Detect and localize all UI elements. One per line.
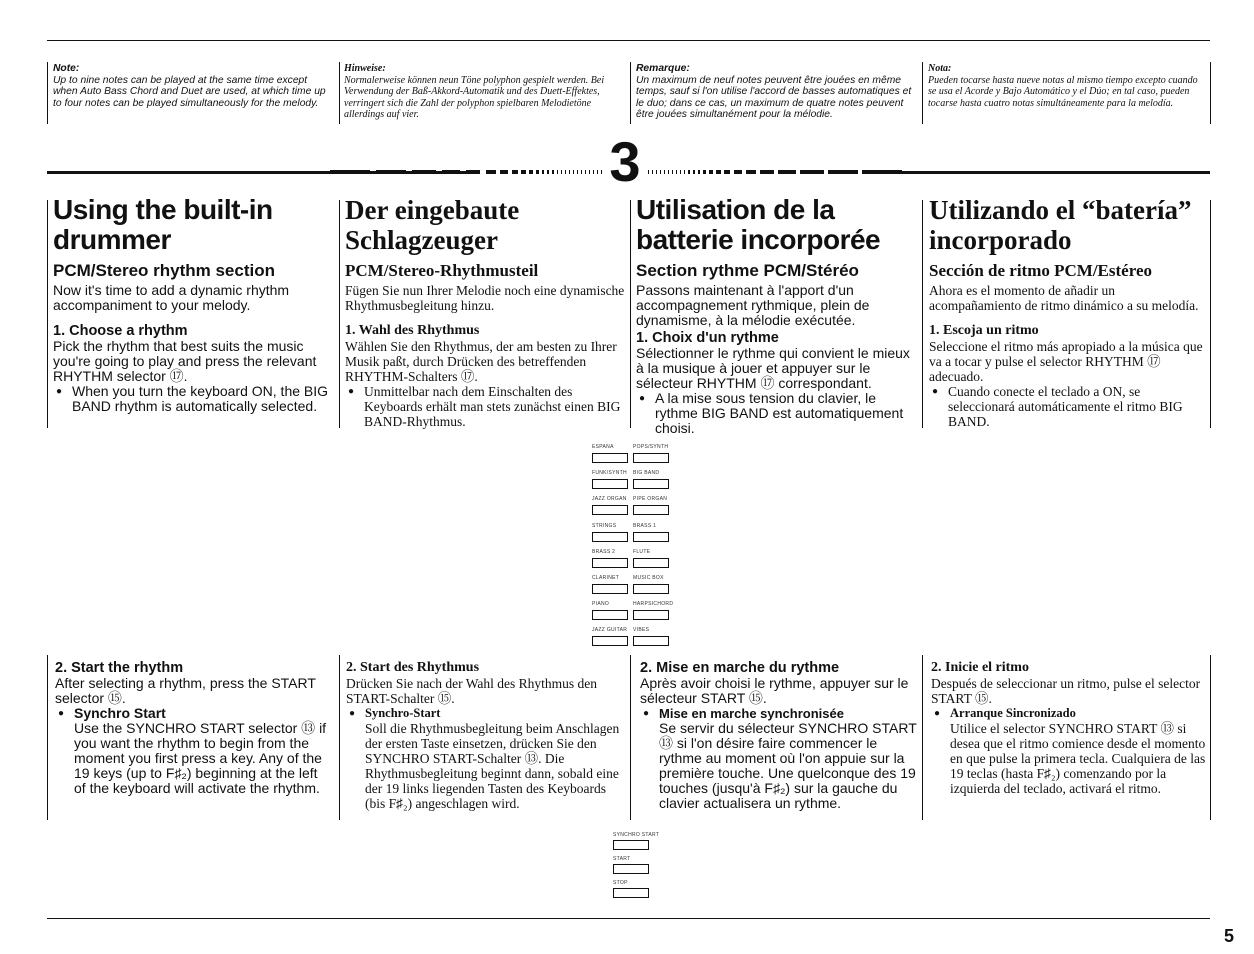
control-label: START: [613, 856, 631, 862]
step1-text: Wählen Sie den Rhythmus, der am besten zu Ihrer Musik paßt, durch Drücken des betreffenden RHYTHM-Schalters ⑰.: [345, 339, 617, 384]
top-rule: [47, 40, 1210, 41]
rhythm-selector-button[interactable]: [592, 636, 628, 646]
section-subtitle: Sección de ritmo PCM/Estéreo: [929, 261, 1152, 280]
note-title: Hinweise:: [344, 63, 386, 74]
rhythm-selector-button[interactable]: [633, 505, 669, 515]
note-en: [53, 63, 331, 109]
section-title: Der eingebaute Schlagzeuger: [345, 195, 520, 255]
section-intro: Passons maintenant à l'apport d'un accompagnement rythmique, plein de dynamisme, à la mélodie exécutée.: [636, 282, 870, 328]
column-bar: [339, 655, 340, 820]
step2-text: Après avoir choisi le rythme, appuyer sur le sélecteur START ⑮.: [640, 675, 909, 706]
rhythm-selector-button[interactable]: [592, 558, 628, 568]
column-bar: [922, 200, 923, 428]
rhythm-label: BRASS 1: [633, 522, 657, 529]
section-es: [929, 195, 1207, 429]
step1-text: Pick the rhythm that best suits the music you're going to play and press the relevant RHYTHM selector ⑰.: [53, 338, 317, 384]
section-intro: Now it's time to add a dynamic rhythm accompaniment to your melody.: [53, 282, 290, 313]
rhythm-label: VIBES: [633, 627, 650, 634]
rhythm-selector-button[interactable]: [592, 453, 628, 463]
rhythm-selector-button[interactable]: [592, 584, 628, 594]
step2-fr: [640, 660, 918, 811]
control-button[interactable]: [613, 840, 649, 850]
step2-text: Después de seleccionar un ritmo, pulse el selector START ⑮.: [931, 676, 1201, 706]
step2-de: [346, 660, 626, 811]
rhythm-label: PIPE ORGAN: [633, 496, 668, 503]
note-de: [344, 63, 622, 121]
step2-sub-text: Se servir du sélecteur SYNCHRO START ⑬ si l'on désire faire commencer le rythme au moment où l'on appuie sur la première touche. Une quelconque des 19 touches (jusqu'à F♯₂) sur la gauche du clavier actualisera un rythme.: [659, 720, 917, 811]
rhythm-label: STRINGS: [592, 522, 617, 529]
chapter-dashes-right: [648, 166, 928, 174]
rhythm-selector-button[interactable]: [592, 505, 628, 515]
step1-bullet: ● A la mise sous tension du clavier, le rythme BIG BAND est automatiquement choisi.: [636, 391, 918, 436]
section-subtitle: Section rythme PCM/Stéréo: [636, 261, 859, 280]
note-title: Remarque:: [636, 63, 690, 74]
note-text: Pueden tocarse hasta nueve notas al mismo tiempo excepto cuando se usa el Acorde y Bajo Automático y el Dúo; en tal caso, pueden tocarse hasta cuatro notas simultáneamente para la melodía.: [928, 74, 1198, 109]
chapter-number: 3: [609, 130, 641, 193]
rhythm-selector-button[interactable]: [633, 479, 669, 489]
note-bar: [47, 62, 48, 124]
step2-sub-text: Use the SYNCHRO START selector ⑬ if you want the rhythm to begin from the moment you first press a key. Any of the 19 keys (up to F♯₂) beginning at the left of the keyboard will activate the rhythm.: [74, 720, 327, 796]
step1-bullet: ● When you turn the keyboard ON, the BIG BAND rhythm is automatically selected.: [53, 384, 333, 414]
rhythm-selector-button[interactable]: [633, 636, 669, 646]
step2-title: 2. Inicie el ritmo: [931, 660, 1029, 675]
note-bar: [339, 62, 340, 124]
step1-text: Seleccione el ritmo más apropiado a la música que va a tocar y pulse el selector RHYTHM ⑰ adecuado.: [929, 339, 1203, 384]
page-number: 5: [1224, 926, 1235, 946]
section-intro: Ahora es el momento de añadir un acompañamiento de ritmo dinámico a su melodía.: [929, 283, 1199, 313]
step2-title: 2. Mise en marche du rythme: [640, 660, 840, 676]
note-text: Up to nine notes can be played at the same time except when Auto Bass Chord and Duet are used, at which time up to four notes can be played simultaneously for the melody.: [53, 74, 326, 109]
step1-title: 1. Escoja un ritmo: [929, 323, 1039, 338]
step2-sub: ● Synchro-Start: [346, 706, 626, 721]
step2-sub-text: Utilice el selector SYNCHRO START ⑬ si desea que el ritmo comience desde el momento en que pulse la primera tecla. Cualquiera de las 19 teclas (hasta F♯₂) comenzando por la izquierda del teclado, activará el ritmo.: [950, 721, 1206, 796]
rhythm-selector-button[interactable]: [633, 584, 669, 594]
control-button[interactable]: [613, 864, 649, 874]
column-bar: [1210, 200, 1211, 428]
rhythm-label: HARPSICHORD: [633, 601, 674, 608]
column-bar: [1210, 655, 1211, 820]
column-bar: [922, 655, 923, 820]
note-bar: [922, 62, 923, 124]
section-subtitle: PCM/Stereo rhythm section: [53, 261, 275, 280]
note-title: Nota:: [928, 63, 952, 74]
rhythm-label: JAZZ ORGAN: [592, 496, 627, 503]
step1-bullet: ● Unmittelbar nach dem Einschalten des Keyboards erhält man stets zunächst einen BIG BAND-Rhythmus.: [345, 384, 625, 429]
note-title: Note:: [53, 63, 80, 74]
step2-sub: ● Mise en marche synchronisée: [640, 706, 918, 721]
step2-sub-text: Soll die Rhythmusbegleitung beim Anschlagen der ersten Taste einsetzen, drücken Sie den SYNCHRO START-Schalter ⑬. Die Rhythmusbegleitung beginnt dann, sobald eine der 19 links liegenden Tasten des Keyboards (bis F♯₂) angeschlagen wird.: [365, 721, 620, 811]
rhythm-label: FUNK/SYNTH: [592, 470, 627, 477]
step2-sub: ● Arranque Sincronizado: [931, 706, 1207, 721]
rhythm-selector-button[interactable]: [592, 532, 628, 542]
step2-sub: ● Synchro Start: [55, 706, 333, 721]
section-title: Utilisation de la batterie incorporée: [636, 194, 881, 255]
note-es: [928, 63, 1204, 109]
step2-text: After selecting a rhythm, press the START selector ⑮.: [55, 675, 316, 706]
rhythm-label: BIG BAND: [633, 470, 660, 477]
rhythm-selector-button[interactable]: [592, 610, 628, 620]
step1-title: 1. Choose a rhythm: [53, 323, 188, 339]
section-de: [345, 195, 625, 429]
column-bar: [47, 200, 48, 428]
step2-text: Drücken Sie nach der Wahl des Rhythmus den START-Schalter ⑮.: [346, 676, 597, 706]
section-title: Utilizando el “batería” incorporado: [929, 195, 1192, 255]
section-intro: Fügen Sie nun Ihrer Melodie noch eine dynamische Rhythmusbegleitung hinzu.: [345, 283, 625, 313]
rhythm-label: ESPANA: [592, 444, 614, 450]
section-title: Using the built-in drummer: [53, 194, 273, 255]
step1-title: 1. Wahl des Rhythmus: [345, 323, 480, 338]
rhythm-selector-button[interactable]: [633, 453, 669, 463]
column-bar: [630, 200, 631, 428]
section-subtitle: PCM/Stereo-Rhythmusteil: [345, 261, 539, 280]
step2-en: [55, 660, 333, 796]
rhythm-selector-button[interactable]: [633, 610, 669, 620]
step1-text: Sélectionner le rythme qui convient le mieux à la musique à jouer et appuyer sur le sélecteur RHYTHM ⑰ correspondant.: [636, 345, 910, 391]
section-en: [53, 195, 333, 414]
step2-es: [931, 660, 1207, 796]
control-button[interactable]: [613, 888, 649, 898]
rhythm-selector-button[interactable]: [633, 558, 669, 568]
note-bar: [1210, 62, 1211, 124]
step1-title: 1. Choix d'un rythme: [636, 330, 779, 346]
rhythm-selector-button[interactable]: [592, 479, 628, 489]
bottom-rule: [47, 918, 1210, 919]
step2-title: 2. Start des Rhythmus: [346, 660, 480, 675]
rhythm-label: MUSIC BOX: [633, 575, 664, 581]
step1-bullet: ● Cuando conecte el teclado a ON, se seleccionará automáticamente el ritmo BIG BAND.: [929, 384, 1207, 429]
note-text: Normalerweise können neun Töne polyphon gespielt werden. Bei Verwendung der Baß-Akkord-Automatik und des Duett-Effektes, verringert sich die Zahl der polyphon spielbaren Melodietöne allerdings auf vier.: [344, 74, 605, 121]
rhythm-label: BRASS 2: [592, 548, 616, 555]
column-bar: [630, 655, 631, 820]
rhythm-selector-button[interactable]: [633, 532, 669, 542]
note-fr: [636, 63, 916, 121]
rhythm-label: PIANO: [592, 601, 610, 608]
section-fr: [636, 195, 918, 436]
control-label: SYNCHRO START: [613, 832, 660, 838]
note-text: Un maximum de neuf notes peuvent être jouées en même temps, sauf si l'on utilise l'accord de basses automatiques et le duo; dans ce cas, un maximum de quatre notes peuvent être jouées simultanément pour la mélodie.: [636, 74, 912, 121]
control-label: STOP: [613, 880, 628, 886]
column-bar: [339, 200, 340, 428]
rhythm-label: JAZZ GUITAR: [592, 627, 628, 634]
rhythm-label: POPS/SYNTH: [633, 444, 669, 450]
rhythm-label: FLUTE: [633, 548, 651, 555]
column-bar: [47, 655, 48, 820]
chapter-dashes-left: [330, 166, 610, 174]
step2-title: 2. Start the rhythm: [55, 660, 184, 676]
chapter-band-right: [900, 171, 1210, 174]
note-bar: [630, 62, 631, 124]
rhythm-label: CLARINET: [592, 575, 620, 581]
